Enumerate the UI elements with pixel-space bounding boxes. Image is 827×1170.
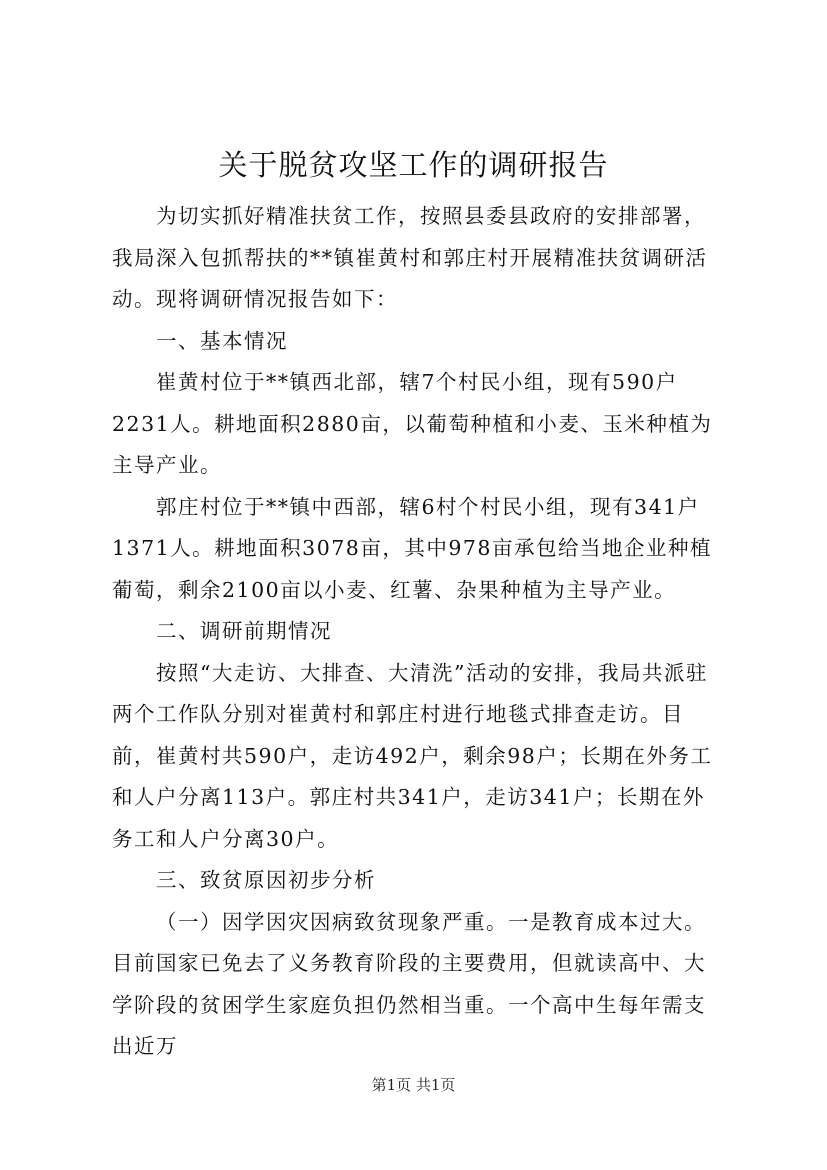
page-footer: 第1页 共1页 [371,1076,456,1094]
poverty-causes-paragraph: （一）因学因灾因病致贫现象严重。一是教育成本过大。目前国家已免去了义务教育阶段的主要费用，但就读高中、大学阶段的贫困学生家庭负担仍然相当重。一个高中生每年需支出近万 [112,909,706,1058]
section-heading-preliminary-survey: 二、调研前期情况 [156,619,332,643]
section-heading-poverty-causes: 三、致贫原因初步分析 [156,868,376,892]
section-heading-basic-situation: 一、基本情况 [156,328,288,353]
guozhuang-village-paragraph: 郭庄村位于**镇中西部，辖6村个村民小组，现有341户1371人。耕地面积3078亩，其中978亩承包给当地企业种植葡萄，剩余2100亩以小麦、红薯、杂果种植为主导产业。 [112,494,712,602]
document-title: 关于脱贫攻坚工作的调研报告 [218,148,609,182]
intro-paragraph: 为切实抓好精准扶贫工作，按照县委县政府的安排部署，我局深入包抓帮扶的**镇崔黄村和郭庄村开展精准扶贫调研活动。现将调研情况报告如下： [112,204,708,311]
survey-paragraph: 按照“大走访、大排查、大清洗”活动的安排，我局共派驻两个工作队分别对崔黄村和郭庄村进行地毯式排查走访。目前，崔黄村共590户，走访492户，剩余98户；长期在外务工和人户分离113户。郭庄村共341户，走访341户；长期在外务工和人户分离30户。 [112,660,713,851]
document-body [112,196,726,1068]
cuihuang-village-paragraph: 崔黄村位于**镇西北部，辖7个村民小组，现有590户2231人。耕地面积2880亩，以葡萄种植和小麦、玉米种植为主导产业。 [112,370,713,477]
